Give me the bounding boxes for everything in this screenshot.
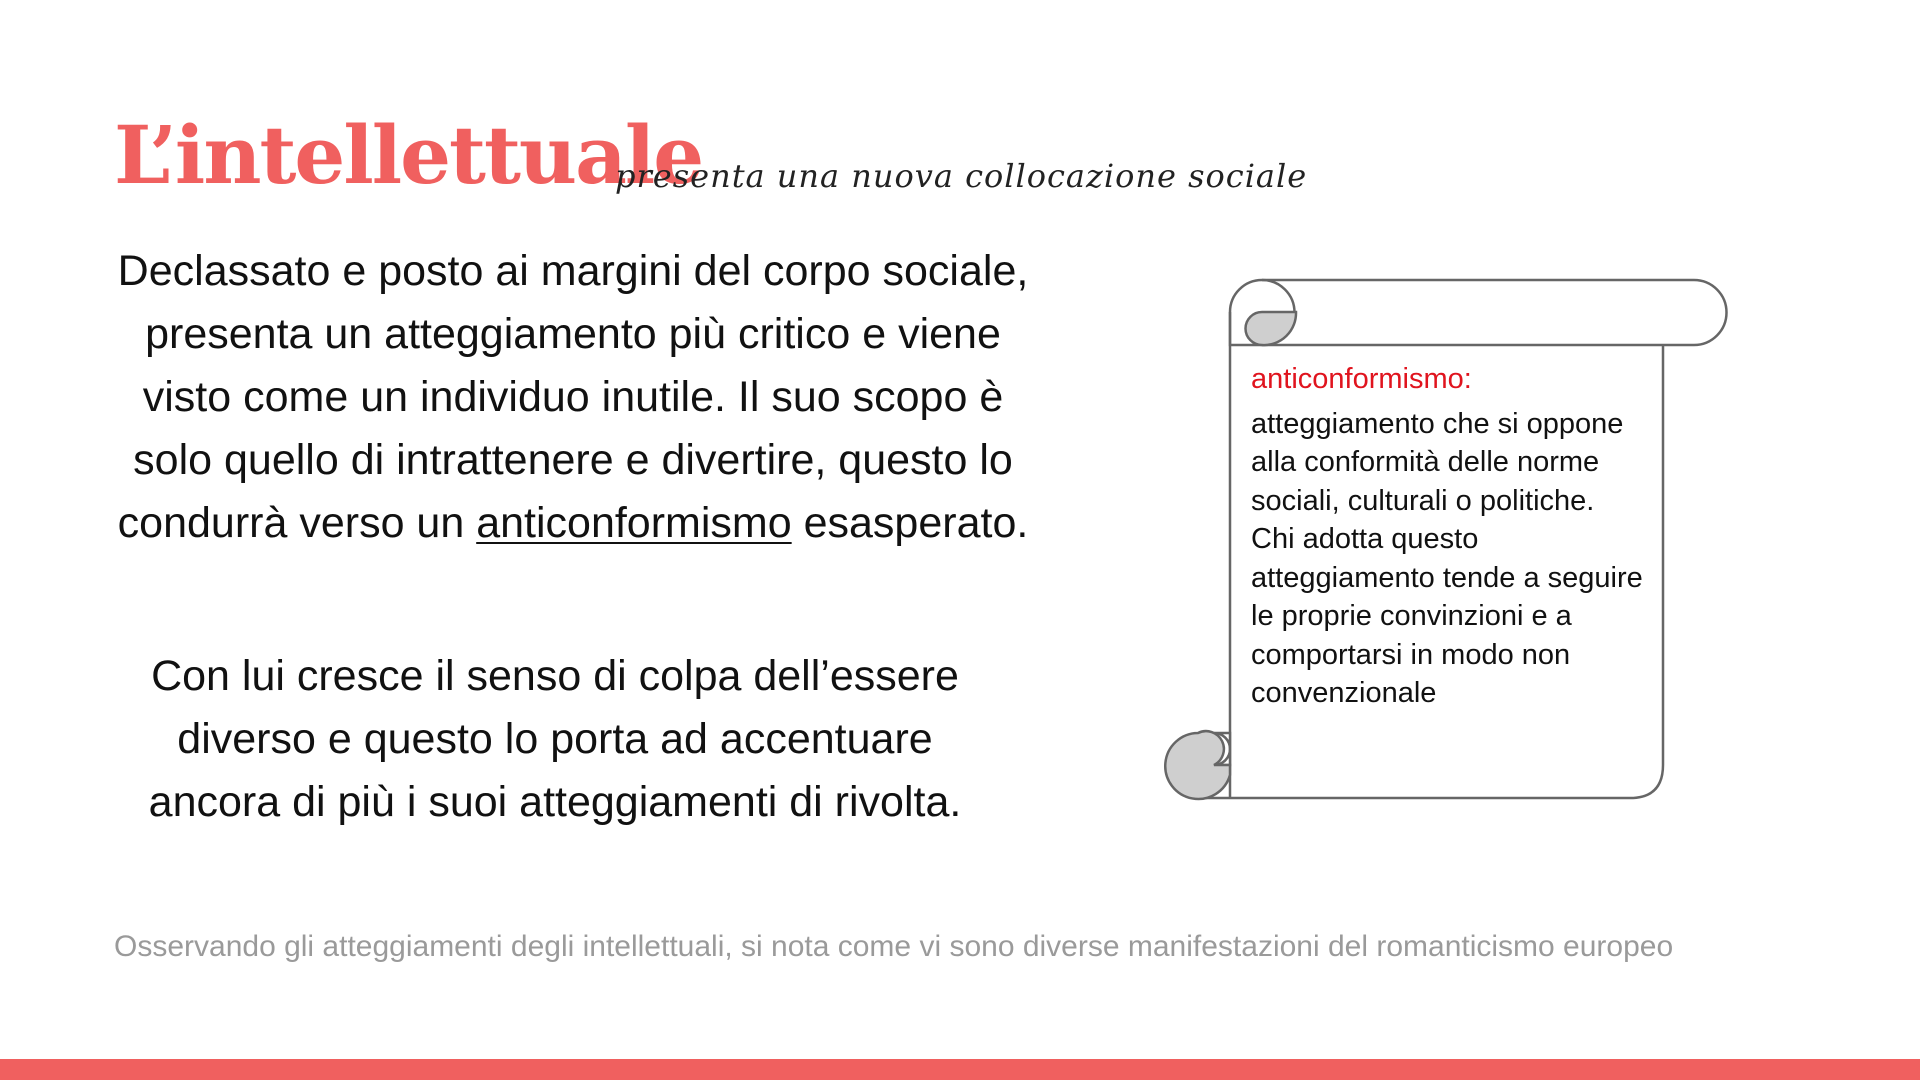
definition-text: atteggiamento che si oppone alla conformità delle norme sociali, culturali o politiche. [1251,407,1624,517]
slide-subtitle: presenta una nuova collocazione sociale [615,157,1308,195]
paragraph-text: esasperato. [791,499,1029,547]
paragraph-text: Declassato e posto ai margini del corpo sociale, presenta un atteggiamento più critico e viene visto come un individuo inutile. Il suo scopo è solo quello di intrattenere e divertire, questo lo condurrà verso un [117,247,1029,547]
paragraph-colpa: Con lui cresce il senso di colpa dell’essere diverso e questo lo porta ad accentuare ancora di più i suoi atteggiamenti di rivolta. [148,652,962,826]
footer-note: Osservando gli atteggiamenti degli intellettuali, si nota come vi sono diverse manifestazioni del romanticismo europeo [114,930,1674,963]
definition-term: anticonformismo: [1251,363,1472,395]
bottom-accent-bar [0,1059,1920,1080]
definition-detail: Chi adotta questo atteggiamento tende a seguire le proprie convinzioni e a comportarsi in modo non convenzionale [1251,523,1643,709]
slide-title: L’intellettuale [114,108,703,202]
scroll-definition [1251,360,1661,713]
anticonformismo-link[interactable]: anticonformismo [476,499,792,547]
